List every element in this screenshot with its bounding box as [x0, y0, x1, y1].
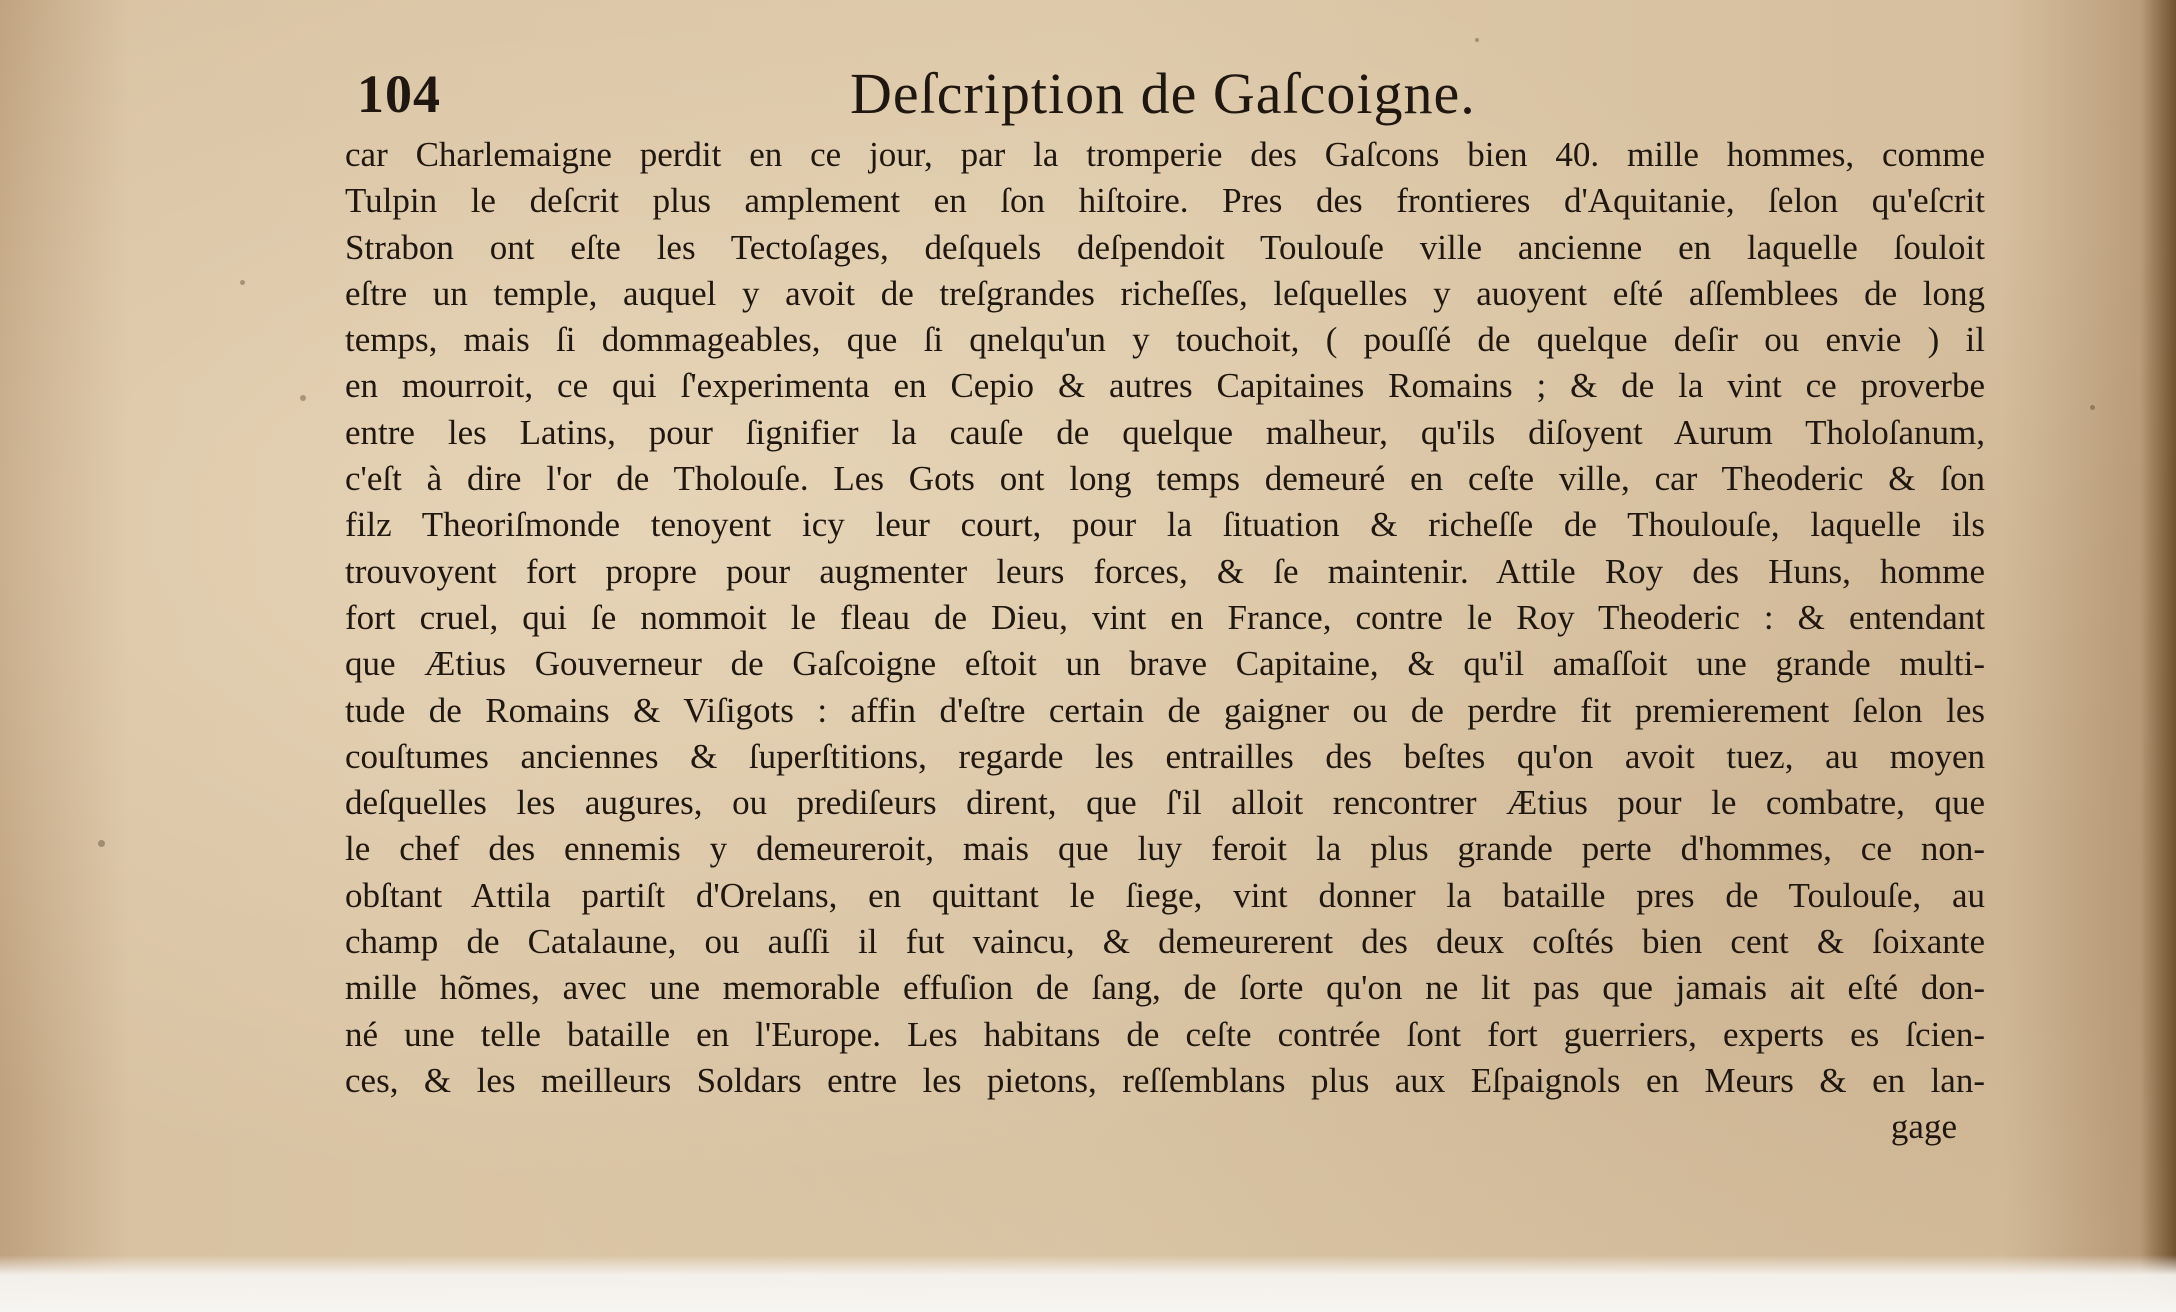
text-line: né une telle bataille en l'Europe. Les habitans de ceſte contrée ſont fort guerriers, experts es ſcien-: [345, 1014, 1985, 1054]
page-text-block: [345, 58, 1985, 1151]
text-line: champ de Catalaune, ou auſſi il fut vaincu, & demeurerent des deux coſtés bien cent & ſoixante: [345, 922, 1985, 962]
body-text: [345, 132, 1985, 1151]
paper-speck: [1475, 38, 1479, 42]
page-edge-shadow: [2140, 0, 2176, 1312]
text-line: tude de Romains & Viſigots : affin d'eſtre certain de gaigner ou de perdre fit premierement ſelon les: [345, 690, 1985, 730]
scan-bottom-margin: [0, 1255, 2176, 1312]
text-line: eſtre un temple, auquel y avoit de treſgrandes richeſſes, leſquelles y auoyent eſté aſſemblees de long: [345, 273, 1985, 313]
running-header: [345, 58, 1985, 130]
text-line: fort cruel, qui ſe nommoit le fleau de Dieu, vint en France, contre le Roy Theoderic : & entendant: [345, 597, 1985, 637]
text-line: car Charlemaigne perdit en ce jour, par la tromperie des Gaſcons bien 40. mille hommes, comme: [345, 135, 1985, 174]
text-line: obſtant Attila partiſt d'Orelans, en quittant le ſiege, vint donner la bataille pres de Toulouſe, au: [345, 875, 1985, 915]
text-line: le chef des ennemis y demeureroit, mais que luy feroit la plus grande perte d'hommes, ce non-: [345, 829, 1985, 869]
paper-speck: [240, 280, 245, 285]
running-title: Deſcription de Gaſcoigne.: [850, 61, 1476, 126]
text-line: Strabon ont eſte les Tectoſages, deſquels deſpendoit Toulouſe ville ancienne en laquelle ſouloit: [345, 227, 1985, 267]
page-number: 104: [357, 64, 441, 124]
text-line: c'eſt à dire l'or de Tholouſe. Les Gots ont long temps demeuré en ceſte ville, car Theoderic & ſon: [345, 459, 1985, 499]
text-line: entre les Latins, pour ſignifier la cauſe de quelque malheur, qu'ils diſoyent Aurum Tholoſanum,: [345, 412, 1985, 452]
text-line: trouvoyent fort propre pour augmenter leurs forces, & ſe maintenir. Attile Roy des Huns, homme: [345, 551, 1985, 591]
text-line: ces, & les meilleurs Soldars entre les pietons, reſſemblans plus aux Eſpaignols en Meurs & en lan-: [345, 1060, 1985, 1100]
text-line: Tulpin le deſcrit plus amplement en ſon hiſtoire. Pres des frontieres d'Aquitanie, ſelon qu'eſcrit: [345, 181, 1985, 221]
text-line: couſtumes anciennes & ſuperſtitions, regarde les entrailles des beſtes qu'on avoit tuez, au moyen: [345, 736, 1985, 776]
text-line: mille hõmes, avec une memorable effuſion de ſang, de ſorte qu'on ne lit pas que jamais ait eſté don-: [345, 968, 1985, 1008]
text-line: en mourroit, ce qui ſ'experimenta en Cepio & autres Capitaines Romains ; & de la vint ce proverbe: [345, 366, 1985, 406]
paper-speck: [300, 395, 306, 401]
paper-speck: [2090, 405, 2095, 410]
catchword: gage: [1890, 1107, 1957, 1147]
text-line: deſquelles les augures, ou prediſeurs dirent, que ſ'il alloit rencontrer Ætius pour le combatre, que: [345, 783, 1985, 823]
text-line: filz Theoriſmonde tenoyent icy leur court, pour la ſituation & richeſſe de Thoulouſe, laquelle ils: [345, 505, 1985, 545]
text-line: temps, mais ſi dommageables, que ſi qnelqu'un y touchoit, ( pouſſé de quelque deſir ou envie ) il: [345, 320, 1985, 360]
paper-speck: [98, 840, 105, 847]
text-line: que Ætius Gouverneur de Gaſcoigne eſtoit un brave Capitaine, & qu'il amaſſoit une grande multi-: [345, 644, 1985, 684]
